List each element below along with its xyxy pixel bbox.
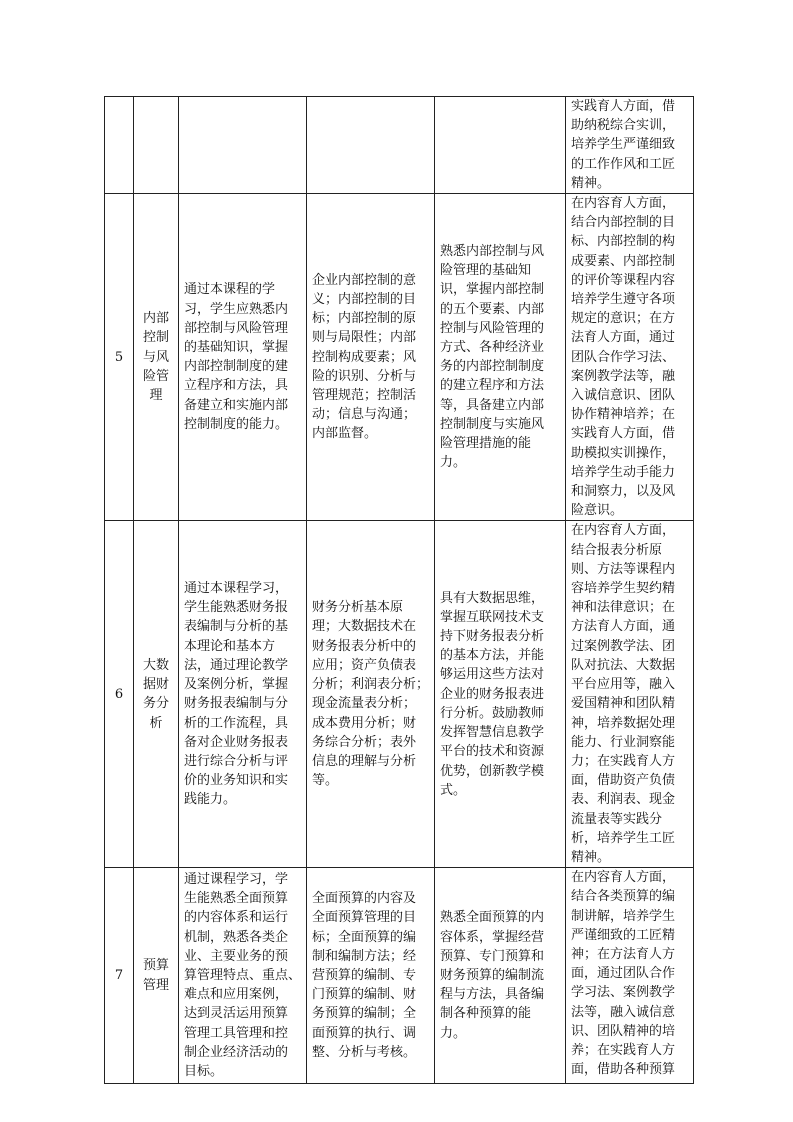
ideology-integration-line: 在内容育人方面， xyxy=(571,196,676,212)
course-content-line: 企业内部控制的意 xyxy=(312,272,417,288)
course-name-line: 务分 xyxy=(142,696,169,712)
teaching-requirement-cell xyxy=(435,97,566,194)
course-number-cell xyxy=(105,868,134,1084)
course-name-line: 据财 xyxy=(142,677,169,693)
teaching-requirement-line: 优势，创新教学模 xyxy=(440,763,545,779)
course-number: 6 xyxy=(114,686,124,702)
course-name-cell xyxy=(134,868,179,1084)
course-goal-cell xyxy=(179,194,307,521)
course-content-line: 务预算的编制；全 xyxy=(312,1006,417,1022)
course-goal-line: 算管理特点、重点、 xyxy=(184,968,302,984)
course-content-line: 整、分析与考核。 xyxy=(312,1044,417,1060)
course-number: 5 xyxy=(114,349,124,365)
course-goal-line: 本理论和基本方 xyxy=(184,638,276,654)
course-content-line: 全面预算的内容及 xyxy=(312,891,417,907)
course-content-line: 营预算的编制、专 xyxy=(312,968,417,984)
table-row xyxy=(105,521,694,868)
ideology-integration-line: 精神。 xyxy=(571,175,611,191)
course-goal-line: 备建立和实施内部 xyxy=(184,397,289,413)
ideology-integration-line: 爱国精神和团队精 xyxy=(571,696,676,712)
ideology-integration-line: 在内容育人方面， xyxy=(571,870,676,886)
course-content-line: 则与局限性；内部 xyxy=(312,330,417,346)
course-goal-line: 难点和应用案例， xyxy=(184,987,289,1003)
course-goal-line: 目标。 xyxy=(184,1064,224,1080)
course-content-line: 财务报表分析中的 xyxy=(312,638,417,654)
ideology-integration-cell xyxy=(566,194,694,521)
course-content-line: 分析；利润表分析； xyxy=(312,677,430,693)
teaching-requirement-line: 平台的技术和资源 xyxy=(440,744,545,760)
ideology-integration-line: 培养学生严谨细致 xyxy=(571,137,676,153)
ideology-integration-line: 成要素、内部控制 xyxy=(571,253,676,269)
course-goal-line: 通过本课程学习， xyxy=(184,581,289,597)
ideology-integration-line: 法育人方面，通过 xyxy=(571,330,676,346)
course-name-line: 险管 xyxy=(142,368,169,384)
course-content-line: 务综合分析；表外 xyxy=(312,734,417,750)
course-goal-line: 财务报表编制与分 xyxy=(184,696,289,712)
course-content-line: 等。 xyxy=(312,773,339,789)
ideology-integration-line: 神和法律意识；在 xyxy=(571,600,676,616)
ideology-integration-cell xyxy=(566,868,694,1084)
course-name-line: 析 xyxy=(149,715,163,731)
course-content-line: 成本费用分析；财 xyxy=(312,715,417,731)
ideology-integration-line: 助模拟实训操作， xyxy=(571,445,676,461)
table-row xyxy=(105,194,694,521)
teaching-requirement-line: 发挥智慧信息教学 xyxy=(440,725,545,741)
teaching-requirement-line: 的基本方法，并能 xyxy=(440,648,545,664)
ideology-integration-line: 则、方法等课程内 xyxy=(571,561,676,577)
teaching-requirement-cell xyxy=(435,194,566,521)
ideology-integration-line: 面，借助各种预算 xyxy=(571,1062,676,1078)
teaching-requirement-line: 熟悉内部控制与风 xyxy=(440,244,545,260)
course-name-cell xyxy=(134,97,179,194)
course-content-line: 管理规范；控制活 xyxy=(312,388,417,404)
ideology-integration-line: 结合内部控制的目 xyxy=(571,215,676,231)
course-goal-line: 备对企业财务报表 xyxy=(184,734,289,750)
ideology-integration-line: 方法育人方面，通 xyxy=(571,619,676,635)
ideology-integration-line: 的评价等课程内容 xyxy=(571,272,676,288)
ideology-integration-line: 入诚信意识、团队 xyxy=(571,388,676,404)
course-goal-cell xyxy=(179,521,307,868)
ideology-integration-cell xyxy=(566,97,694,194)
ideology-integration-line: 养；在实践育人方 xyxy=(571,1042,676,1058)
course-name-line: 大数 xyxy=(142,657,169,673)
course-name-line: 预算 xyxy=(142,958,169,974)
course-goal-line: 习，学生应熟悉内 xyxy=(184,301,289,317)
course-content-cell xyxy=(307,521,435,868)
course-content-line: 内部监督。 xyxy=(312,426,378,442)
course-content-line: 信息的理解与分析 xyxy=(312,753,417,769)
course-content-line: 现金流量表分析； xyxy=(312,696,417,712)
course-content-cell xyxy=(307,194,435,521)
course-goal-line: 管理工具管理和控 xyxy=(184,1025,289,1041)
course-content-line: 义；内部控制的目 xyxy=(312,292,417,308)
course-content-line: 面预算的执行、调 xyxy=(312,1025,417,1041)
teaching-requirement-line: 财务预算的编制流 xyxy=(440,968,545,984)
ideology-integration-line: 团队合作学习法、 xyxy=(571,349,676,365)
ideology-integration-line: 析，培养学生工匠 xyxy=(571,830,676,846)
ideology-integration-line: 实践育人方面，借 xyxy=(571,426,676,442)
course-goal-line: 制企业经济活动的 xyxy=(184,1044,289,1060)
course-content-line: 标；内部控制的原 xyxy=(312,311,417,327)
teaching-requirement-line: 具有大数据思维， xyxy=(440,590,545,606)
ideology-integration-line: 结合报表分析原 xyxy=(571,542,663,558)
teaching-requirement-line: 式。 xyxy=(440,782,467,798)
ideology-integration-line: 容培养学生契约精 xyxy=(571,581,676,597)
course-goal-cell xyxy=(179,868,307,1084)
course-goal-line: 达到灵活运用预算 xyxy=(184,1006,289,1022)
teaching-requirement-line: 力。 xyxy=(440,455,467,471)
course-goal-line: 价的业务知识和实 xyxy=(184,773,289,789)
ideology-integration-line: 的工作作风和工匠 xyxy=(571,156,676,172)
ideology-integration-line: 流量表等实践分 xyxy=(571,811,663,827)
course-goal-line: 及案例分析，掌握 xyxy=(184,677,289,693)
table-row xyxy=(105,97,694,194)
ideology-integration-line: 严谨细致的工匠精 xyxy=(571,927,676,943)
course-goal-line: 立程序和方法，具 xyxy=(184,378,289,394)
course-content-line: 控制构成要素；风 xyxy=(312,349,417,365)
course-goal-line: 机制，熟悉各类企 xyxy=(184,929,289,945)
course-goal-line: 学生能熟悉财务报 xyxy=(184,600,289,616)
teaching-requirement-line: 控制与风险管理的 xyxy=(440,320,545,336)
course-goal-line: 生能熟悉全面预算 xyxy=(184,891,289,907)
course-content-cell xyxy=(307,868,435,1084)
teaching-requirement-line: 程与方法，具备编 xyxy=(440,987,545,1003)
course-number-cell xyxy=(105,521,134,868)
teaching-requirement-line: 险管理的基础知 xyxy=(440,263,532,279)
course-goal-line: 进行综合分析与评 xyxy=(184,753,289,769)
teaching-requirement-line: 方式、各种经济业 xyxy=(440,340,545,356)
teaching-requirement-line: 的建立程序和方法 xyxy=(440,378,545,394)
course-goal-line: 的基础知识，掌握 xyxy=(184,340,289,356)
course-goal-line: 析的工作流程，具 xyxy=(184,715,289,731)
ideology-integration-line: 结合各类预算的编 xyxy=(571,889,676,905)
teaching-requirement-line: 控制制度与实施风 xyxy=(440,416,545,432)
course-goal-line: 控制制度的能力。 xyxy=(184,416,289,432)
ideology-integration-line: 面，借助资产负债 xyxy=(571,773,676,789)
ideology-integration-line: 能力、行业洞察能 xyxy=(571,734,676,750)
teaching-requirement-line: 掌握互联网技术支 xyxy=(440,609,545,625)
course-content-line: 门预算的编制、财 xyxy=(312,987,417,1003)
course-name-cell xyxy=(134,194,179,521)
course-content-cell xyxy=(307,97,435,194)
teaching-requirement-line: 容体系，掌握经营 xyxy=(440,929,545,945)
teaching-requirement-line: 务的内部控制制度 xyxy=(440,359,545,375)
ideology-integration-line: 过案例教学法、团 xyxy=(571,638,676,654)
teaching-requirement-line: 企业的财务报表进 xyxy=(440,686,545,702)
ideology-integration-line: 标、内部控制的构 xyxy=(571,234,676,250)
table-row xyxy=(105,868,694,1084)
course-content-line: 标；全面预算的编 xyxy=(312,929,417,945)
ideology-integration-line: 表、利润表、现金 xyxy=(571,792,676,808)
course-name-cell xyxy=(134,521,179,868)
course-goal-line: 的内容体系和运行 xyxy=(184,910,289,926)
course-content-line: 全面预算管理的目 xyxy=(312,910,417,926)
course-goal-line: 业、主要业务的预 xyxy=(184,948,289,964)
ideology-integration-line: 法等，融入诚信意 xyxy=(571,1004,676,1020)
ideology-integration-line: 在内容育人方面， xyxy=(571,523,676,539)
course-name-line: 理 xyxy=(149,388,163,404)
course-name-line: 与风 xyxy=(142,349,169,365)
teaching-requirement-line: 行分析。鼓励教师 xyxy=(440,705,545,721)
teaching-requirement-line: 险管理措施的能 xyxy=(440,436,532,452)
teaching-requirement-line: 制各种预算的能 xyxy=(440,1006,532,1022)
course-name-line: 管理 xyxy=(142,977,169,993)
teaching-requirement-line: 力。 xyxy=(440,1025,467,1041)
course-goal-line: 法，通过理论教学 xyxy=(184,657,289,673)
ideology-integration-line: 面，通过团队合作 xyxy=(571,966,676,982)
teaching-requirement-cell xyxy=(435,521,566,868)
course-content-line: 险的识别、分析与 xyxy=(312,368,417,384)
course-number-cell xyxy=(105,194,134,521)
ideology-integration-line: 神，培养数据处理 xyxy=(571,715,676,731)
ideology-integration-line: 助纳税综合实训， xyxy=(571,118,676,134)
ideology-integration-line: 精神。 xyxy=(571,849,611,865)
teaching-requirement-line: 熟悉全面预算的内 xyxy=(440,910,545,926)
course-goal-line: 部控制与风险管理 xyxy=(184,320,289,336)
curriculum-table xyxy=(104,96,694,1084)
ideology-integration-line: 协作精神培养；在 xyxy=(571,407,676,423)
course-goal-line: 表编制与分析的基 xyxy=(184,619,289,635)
teaching-requirement-line: 预算、专门预算和 xyxy=(440,948,545,964)
ideology-integration-line: 实践育人方面，借 xyxy=(571,99,676,114)
ideology-integration-line: 平台应用等，融入 xyxy=(571,677,676,693)
course-content-line: 应用；资产负债表 xyxy=(312,657,417,673)
course-name-line: 内部 xyxy=(142,311,169,327)
course-number-cell xyxy=(105,97,134,194)
ideology-integration-line: 规定的意识；在方 xyxy=(571,311,676,327)
teaching-requirement-line: 持下财务报表分析 xyxy=(440,629,545,645)
ideology-integration-line: 学习法、案例教学 xyxy=(571,985,676,1001)
ideology-integration-line: 险意识。 xyxy=(571,503,624,519)
course-content-line: 制和编制方法；经 xyxy=(312,948,417,964)
teaching-requirement-line: 识，掌握内部控制 xyxy=(440,282,545,298)
ideology-integration-line: 识、团队精神的培 xyxy=(571,1023,676,1039)
teaching-requirement-line: 够运用这些方法对 xyxy=(440,667,545,683)
course-number: 7 xyxy=(114,968,124,984)
ideology-integration-line: 培养学生遵守各项 xyxy=(571,292,676,308)
course-goal-cell xyxy=(179,97,307,194)
course-content-line: 财务分析基本原 xyxy=(312,600,404,616)
ideology-integration-line: 神；在方法育人方 xyxy=(571,946,676,962)
ideology-integration-line: 培养学生动手能力 xyxy=(571,464,676,480)
ideology-integration-line: 队对抗法、大数据 xyxy=(571,657,676,673)
teaching-requirement-line: 的五个要素、内部 xyxy=(440,301,545,317)
course-goal-line: 内部控制制度的建 xyxy=(184,359,289,375)
teaching-requirement-line: 等，具备建立内部 xyxy=(440,397,545,413)
teaching-requirement-cell xyxy=(435,868,566,1084)
ideology-integration-cell xyxy=(566,521,694,868)
course-content-line: 理；大数据技术在 xyxy=(312,619,417,635)
course-goal-line: 践能力。 xyxy=(184,792,237,808)
curriculum-table-body xyxy=(105,97,694,1084)
ideology-integration-line: 力；在实践育人方 xyxy=(571,753,676,769)
ideology-integration-line: 和洞察力，以及风 xyxy=(571,484,676,500)
course-name-line: 控制 xyxy=(142,330,169,346)
course-goal-line: 通过课程学习，学 xyxy=(184,872,289,887)
ideology-integration-line: 制讲解，培养学生 xyxy=(571,908,676,924)
course-goal-line: 通过本课程的学 xyxy=(184,282,276,298)
ideology-integration-line: 案例教学法等，融 xyxy=(571,368,676,384)
course-content-line: 动；信息与沟通； xyxy=(312,407,417,423)
